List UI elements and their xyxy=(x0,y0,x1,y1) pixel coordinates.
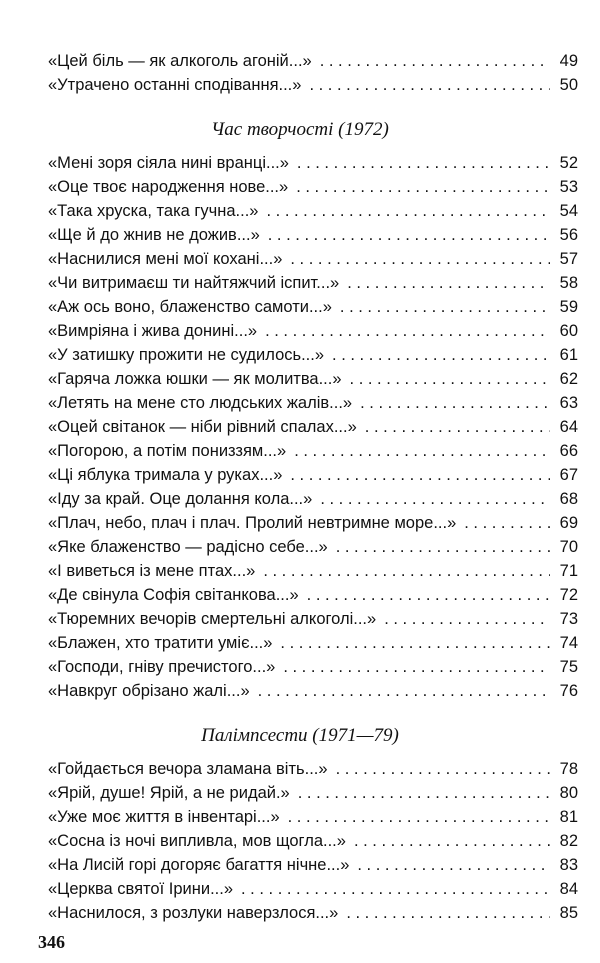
section-heading: Палімпсести (1971—79) xyxy=(201,725,399,746)
toc-entry-title: «Ще й до жнив не дожив...» xyxy=(48,226,260,244)
toc-entry-title: «І виветься із мене птах...» xyxy=(48,562,256,580)
toc-entry xyxy=(48,878,578,900)
toc-entry xyxy=(48,224,578,246)
dot-leader xyxy=(267,200,551,222)
toc-entry-title: «Утрачено останні сподівання...» xyxy=(48,76,302,94)
toc-entry-title: «Аж ось воно, блаженство самоти...» xyxy=(48,298,332,316)
toc-entry-page: 83 xyxy=(559,856,578,874)
section-heading: Час творчості (1972) xyxy=(211,119,389,140)
toc-entry-page: 61 xyxy=(559,346,578,364)
toc-entry xyxy=(48,488,578,510)
toc-entry-title: «Господи, гніву пречистого...» xyxy=(48,658,276,676)
toc-entry-page: 50 xyxy=(559,76,578,94)
toc-entry-title: «Погорою, а потім пониззям...» xyxy=(48,442,287,460)
toc-entry-page: 53 xyxy=(559,178,578,196)
dot-leader xyxy=(298,782,550,804)
toc-entry-page: 80 xyxy=(559,784,578,802)
dot-leader xyxy=(354,830,550,852)
toc-entry-title: «Оце твоє народження нове...» xyxy=(48,178,289,196)
toc-entry-page: 68 xyxy=(559,490,578,508)
dot-leader xyxy=(258,680,550,702)
toc-entry-page: 64 xyxy=(559,418,578,436)
dot-leader xyxy=(340,296,550,318)
toc-entry-page: 70 xyxy=(559,538,578,556)
toc-entry-page: 49 xyxy=(559,52,578,70)
toc-entry-page: 62 xyxy=(559,370,578,388)
dot-leader xyxy=(320,488,550,510)
toc-entry-page: 84 xyxy=(559,880,578,898)
toc-entry-page: 67 xyxy=(559,466,578,484)
toc-entry-page: 60 xyxy=(559,322,578,340)
toc-entry-page: 66 xyxy=(559,442,578,460)
dot-leader xyxy=(283,656,550,678)
dot-leader xyxy=(336,758,550,780)
dot-leader xyxy=(365,416,550,438)
toc-entry-title: «Наснилися мені мої кохані...» xyxy=(48,250,283,268)
dot-leader xyxy=(241,878,550,900)
toc-entry-title: «Летять на мене сто людських жалів...» xyxy=(48,394,353,412)
toc-entry xyxy=(48,200,578,222)
toc-entry-page: 78 xyxy=(559,760,578,778)
toc-entry-page: 56 xyxy=(559,226,578,244)
dot-leader xyxy=(336,536,550,558)
toc-entry xyxy=(48,296,578,318)
toc-entry xyxy=(48,74,578,96)
toc-entry-title: «Уже моє життя в інвентарі...» xyxy=(48,808,280,826)
toc-entry-page: 81 xyxy=(559,808,578,826)
toc-entry-page: 54 xyxy=(559,202,578,220)
toc-entry-title: «На Лисій горі догоряє багаття нічне...» xyxy=(48,856,350,874)
toc-entry xyxy=(48,560,578,582)
toc-entry xyxy=(48,272,578,294)
dot-leader xyxy=(265,320,550,342)
dot-leader xyxy=(296,176,550,198)
dot-leader xyxy=(332,344,550,366)
toc-entry-page: 59 xyxy=(559,298,578,316)
dot-leader xyxy=(288,806,550,828)
toc-entry-page: 75 xyxy=(559,658,578,676)
dot-leader xyxy=(347,272,550,294)
toc-entry-title: «Тюремних вечорів смертельні алкоголі...» xyxy=(48,610,377,628)
page-number: 346 xyxy=(38,932,65,952)
toc-entry-title: «Оцей світанок — ніби рівний спалах...» xyxy=(48,418,357,436)
toc-entry-page: 52 xyxy=(559,154,578,172)
dot-leader xyxy=(307,584,550,606)
toc-entry-page: 58 xyxy=(559,274,578,292)
dot-leader xyxy=(290,464,550,486)
toc-entry-title: «Наснилося, з розлуки наверзлося...» xyxy=(48,904,339,922)
toc-entry-title: «Така хруска, така гучна...» xyxy=(48,202,259,220)
toc-entry xyxy=(48,440,578,462)
toc-entry-title: «Гойдається вечора зламана віть...» xyxy=(48,760,328,778)
toc-entry xyxy=(48,50,578,72)
toc-entry-page: 76 xyxy=(559,682,578,700)
dot-leader xyxy=(346,902,550,924)
toc-entry-page: 85 xyxy=(559,904,578,922)
toc-entry-title: «Плач, небо, плач і плач. Пролий невтримне море...» xyxy=(48,514,457,532)
toc-entry xyxy=(48,512,578,534)
toc-entry-page: 63 xyxy=(559,394,578,412)
toc-entry xyxy=(48,152,578,174)
toc-entry-page: 82 xyxy=(559,832,578,850)
toc-entry xyxy=(48,806,578,828)
toc-entry-title: «У затишку прожити не судилось...» xyxy=(48,346,325,364)
toc-entry-title: «Ярій, душе! Ярій, а не ридай.» xyxy=(48,784,290,802)
toc-entry-page: 71 xyxy=(559,562,578,580)
dot-leader xyxy=(294,440,550,462)
toc-entry xyxy=(48,608,578,630)
toc-entry xyxy=(48,248,578,270)
toc-entry xyxy=(48,536,578,558)
toc-entry-title: «Блажен, хто тратити уміє...» xyxy=(48,634,273,652)
dot-leader xyxy=(360,392,550,414)
toc-entry-page: 73 xyxy=(559,610,578,628)
toc-entry-title: «Гаряча ложка юшки — як молитва...» xyxy=(48,370,342,388)
toc-entry-title: «Де свінула Софія світанкова...» xyxy=(48,586,299,604)
dot-leader xyxy=(280,632,550,654)
toc-entry xyxy=(48,344,578,366)
dot-leader xyxy=(464,512,550,534)
toc-entry xyxy=(48,758,578,780)
toc-entry xyxy=(48,392,578,414)
dot-leader xyxy=(320,50,550,72)
toc-entry xyxy=(48,782,578,804)
toc-entry xyxy=(48,632,578,654)
dot-leader xyxy=(357,854,550,876)
dot-leader xyxy=(384,608,550,630)
toc-entry xyxy=(48,680,578,702)
dot-leader xyxy=(263,560,550,582)
toc-entry xyxy=(48,656,578,678)
dot-leader xyxy=(309,74,550,96)
toc-entry-title: «Чи витримаєш ти найтяжчий іспит...» xyxy=(48,274,340,292)
dot-leader xyxy=(268,224,550,246)
toc-entry-page: 74 xyxy=(559,634,578,652)
toc-entry-title: «Вимріяна і жива донині...» xyxy=(48,322,258,340)
dot-leader xyxy=(350,368,550,390)
toc-entry-page: 72 xyxy=(559,586,578,604)
toc-entry xyxy=(48,830,578,852)
toc-entry-title: «Мені зоря сіяла нині вранці...» xyxy=(48,154,289,172)
toc-entry xyxy=(48,176,578,198)
dot-leader xyxy=(290,248,550,270)
toc-entry xyxy=(48,416,578,438)
toc-entry xyxy=(48,902,578,924)
toc-entry xyxy=(48,320,578,342)
toc-entry-title: «Ці яблука тримала у руках...» xyxy=(48,466,283,484)
toc-entry xyxy=(48,368,578,390)
toc-entry xyxy=(48,854,578,876)
dot-leader xyxy=(297,152,550,174)
toc-entry xyxy=(48,464,578,486)
toc-entry-title: «Цей біль — як алкоголь агоній...» xyxy=(48,52,312,70)
toc-entry-title: «Навкруг обрізано жалі...» xyxy=(48,682,250,700)
toc-entry-title: «Сосна із ночі випливла, мов щогла...» xyxy=(48,832,346,850)
toc-entry xyxy=(48,584,578,606)
toc-entry-title: «Яке блаженство — радісно себе...» xyxy=(48,538,328,556)
toc-entry-title: «Іду за край. Оце долання кола...» xyxy=(48,490,313,508)
toc-entry-page: 57 xyxy=(559,250,578,268)
toc-entry-page: 69 xyxy=(559,514,578,532)
toc-entry-title: «Церква святої Ірини...» xyxy=(48,880,234,898)
